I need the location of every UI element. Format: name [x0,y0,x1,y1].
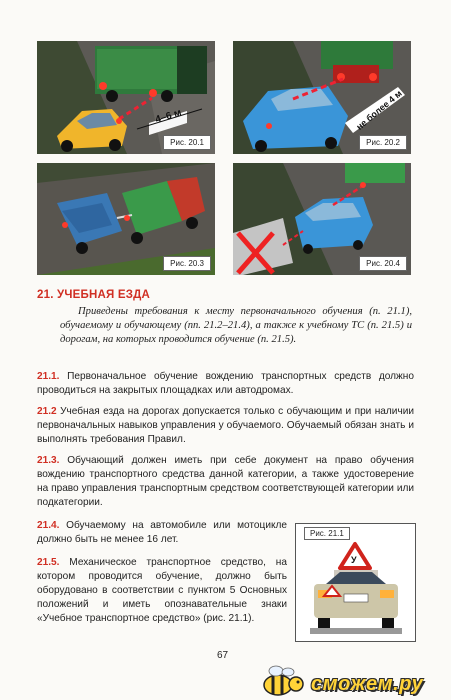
distance-label: не более 4 м [354,88,404,132]
figure-caption: Рис. 20.3 [163,256,211,271]
paragraph-text: Первоначальное обучение вождению транспортных средств должно проводиться на закрытых площадках или автодромах. [37,371,414,396]
figure-caption: Рис. 20.4 [359,256,407,271]
distance-label: 4–6 м [153,107,183,126]
figure-caption: Рис. 21.1 [304,527,350,540]
paragraph-21-4 [37,519,287,547]
paragraph-number: 21.1. [37,371,60,382]
figure-caption: Рис. 20.2 [359,135,407,150]
paragraph-21-2 [37,405,414,447]
figure-21-1 [295,523,416,642]
paragraph-number: 21.4. [37,520,60,531]
watermark-text: сможем.ру [311,673,424,695]
learner-car-illustration [296,524,415,641]
figure-20-1 [37,41,215,154]
paragraph-text: Обучаемому на автомобиле или мотоцикле должно быть не менее 16 лет. [37,520,287,545]
paragraph-text: Механическое транспортное средство, на котором проводится обучение, должно быть оборудовано в соответствии с пунктом 5 Основных положений и иметь опознавательные знаки «Учебное транспортное средство» (рис. 21.1). [37,557,287,624]
paragraph-number: 21.3. [37,455,60,466]
paragraph-21-1 [37,370,414,398]
section-intro: Приведены требования к месту первоначального обучения (п. 21.1), обучаемому и обучающему (пп. 21.2–21.4), а также к учебному ТС (п. 21.5) и дорогам, на которых проводится обучение (п. 21.5). [60,306,412,345]
page-number: 67 [217,650,229,661]
sign-letter: У [351,555,357,565]
paragraph-text: Обучающий должен иметь при себе документ на право обучения вождению транспортного средства данной категории, а также удостоверение на право управления транспортным средством соответствующей категории или подкатегории. [37,455,414,508]
section-title: 21. УЧЕБНАЯ ЕЗДА [37,289,150,301]
figure-20-2 [233,41,411,154]
figure-caption: Рис. 20.1 [163,135,211,150]
paragraph-text: Учебная езда на дорогах допускается только с обучающим и при наличии первоначальных навыков управления у обучаемого. Обучаемый обязан знать и выполнять требования Правил. [37,406,414,445]
paragraph-21-5 [37,556,287,626]
figure-20-3 [37,163,215,275]
paragraph-21-3 [37,454,414,510]
paragraph-number: 21.5. [37,557,60,568]
figure-20-4 [233,163,411,275]
paragraph-number: 21.2 [37,406,57,417]
